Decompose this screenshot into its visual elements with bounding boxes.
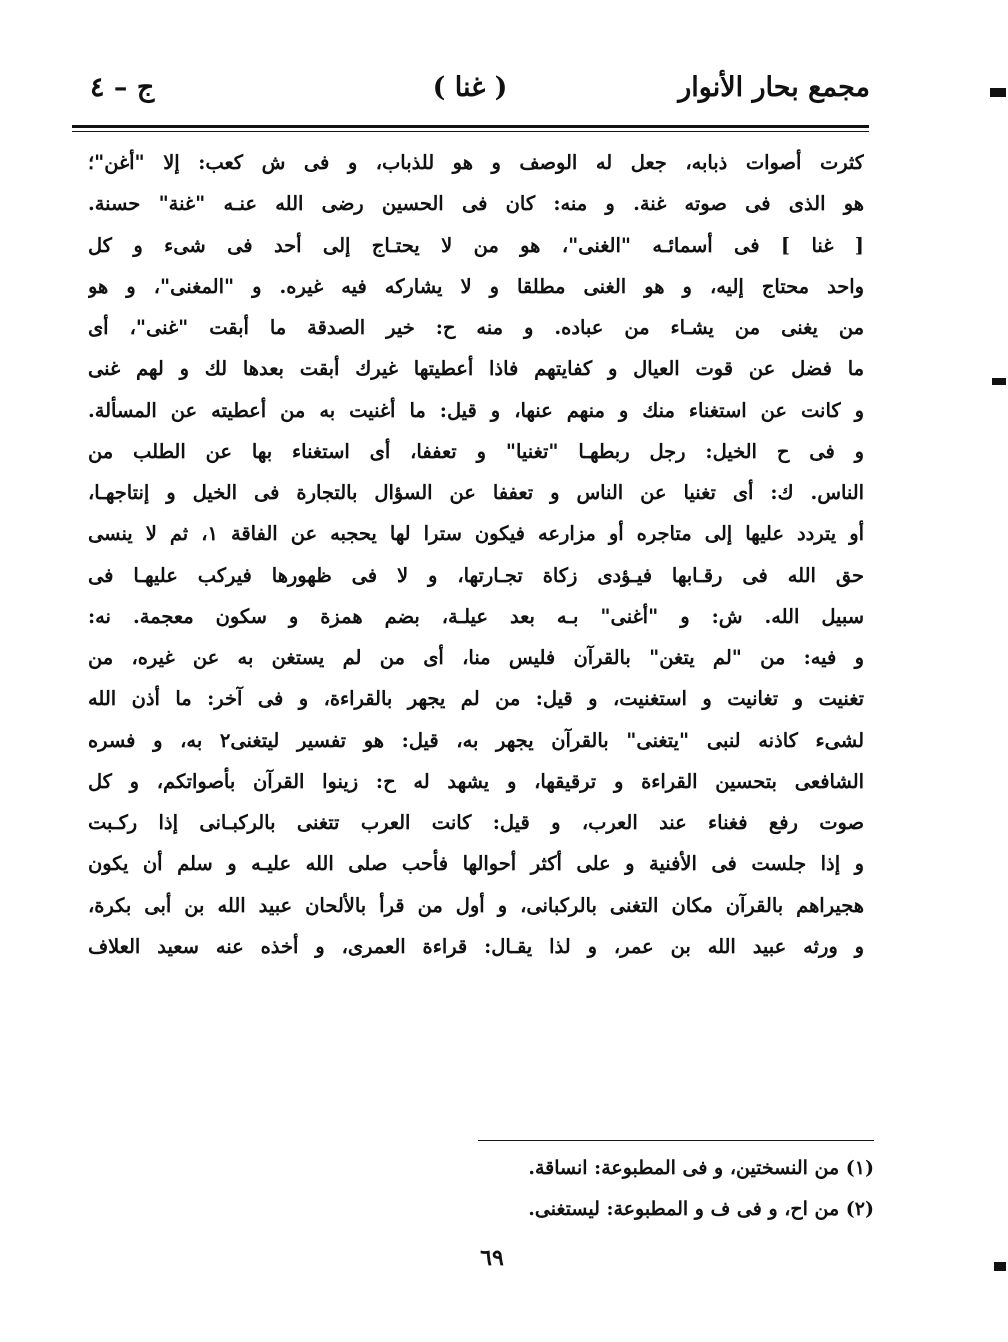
- scan-mark: [992, 378, 1006, 385]
- text-line: صوت رفع فغناء عند العرب، و قيل: كانت العرب تتغنى بالركبـانى إذا ركـبت: [88, 811, 864, 834]
- text-line: كثرت أصوات ذبابه، جعل له الوصف و هو للذباب، و فى ش كعب: إلا "أغن"؛: [88, 151, 864, 174]
- header-rule-thin: [72, 131, 869, 132]
- text-line: و إذا جلست فى الأفنية و على أكثر أحوالها فأحب صلى الله عليـه و سلم أن يكون: [88, 852, 864, 876]
- text-line: و كانت عن استغناء منك و منهم عنها، و قيل: ما أغنيت به من أعطيته عن المسألة.: [88, 398, 864, 422]
- text-line: سبيل الله. ش: و "أغنى" بـه بعد عيلـة، بضم همزة و سكون معجمة. نه:: [88, 604, 864, 628]
- text-line: ما فضل عن قوت العيال و كفايتهم فاذا أعطيتها غيرك أبقت بعدها لك و لهم غنى: [88, 357, 864, 381]
- footnotes: [420, 1148, 874, 1230]
- footnote-2: (٢) من اح، و فى ف و المطبوعة: ليستغنى.: [528, 1198, 874, 1220]
- scan-mark: [990, 88, 1006, 97]
- entry-word: ( غنا ): [432, 72, 508, 103]
- text-line: و ورثه عبيد الله بن عمر، و لذا يقـال: قراءة العمرى، و أخذه عنه سعيد العلاف: [88, 934, 864, 958]
- book-title: مجمع بحار الأنوار: [678, 72, 870, 103]
- scan-mark: [994, 1262, 1006, 1271]
- page-number: ٦٩: [480, 1245, 504, 1271]
- footnote-1: (١) من النسختين، و فى المطبوعة: انساقة.: [528, 1157, 874, 1179]
- text-line: الشافعى بتحسين القراءة و ترقيقها، و يشهد له ح: زينوا القرآن بأصواتكم، و كل: [88, 769, 864, 793]
- volume-number: ج – ٤: [90, 72, 155, 103]
- text-line: حق الله فى رقـابها فيـؤدى زكاة تجـارتها، و لا فى ظهورها فيركب عليهـا فى: [88, 563, 864, 587]
- text-line: هجيراهم بالقرآن مكان التغنى بالركبانى، و أول من قرأ بالألحان عبيد الله بن أبى بكرة،: [88, 893, 864, 917]
- header-rule-thick: [72, 125, 869, 128]
- main-text: [88, 142, 864, 967]
- text-line: الناس. ك: أى تغنيا عن الناس و تعففا عن السؤال بالتجارة فى الخيل و إنتاجهـا،: [88, 481, 864, 504]
- text-line: تغنيت و تغانيت و استغنيت، و قيل: من لم يجهر بالقراءة، و فى آخر: ما أذن الله: [88, 687, 864, 711]
- text-line: و فى ح الخيل: رجل ربطهـا "تغنيا" و تعففا، أى استغناء بها عن الطلب من: [88, 439, 864, 463]
- text-line: أو يتردد عليها إلى متاجره أو مزارعه فيكون سترا لها يحجبه عن الفاقة ١، ثم لا ينسى: [88, 522, 864, 546]
- text-line: هو الذى فى صوته غنة. و منه: كان فى الحسين رضى الله عنـه "غنة" حسنة.: [88, 192, 864, 216]
- text-line: و فيه: من "لم يتغن" بالقرآن فليس منا، أى من لم يستغن به عن غيره، من: [88, 646, 864, 669]
- footnote-rule: [478, 1140, 874, 1141]
- text-line: [ غنا ] فى أسمائـه "الغنى"، هو من لا يحتـاج إلى أحد فى شىء و كل: [88, 233, 864, 257]
- text-line: لشىء كاذنه لنبى "يتغنى" بالقرآن يجهر به، قيل: هو تفسير ليتغنى٢ به، و فسره: [88, 728, 864, 752]
- text-line: من يغنى من يشـاء من عباده. و منه ح: خير الصدقة ما أبقت "غنى"، أى: [88, 316, 864, 339]
- text-line: واحد محتاج إليه، و هو الغنى مطلقا و لا يشاركه فيه غيره. و "المغنى"، و هو: [88, 274, 864, 298]
- running-header: [70, 68, 870, 120]
